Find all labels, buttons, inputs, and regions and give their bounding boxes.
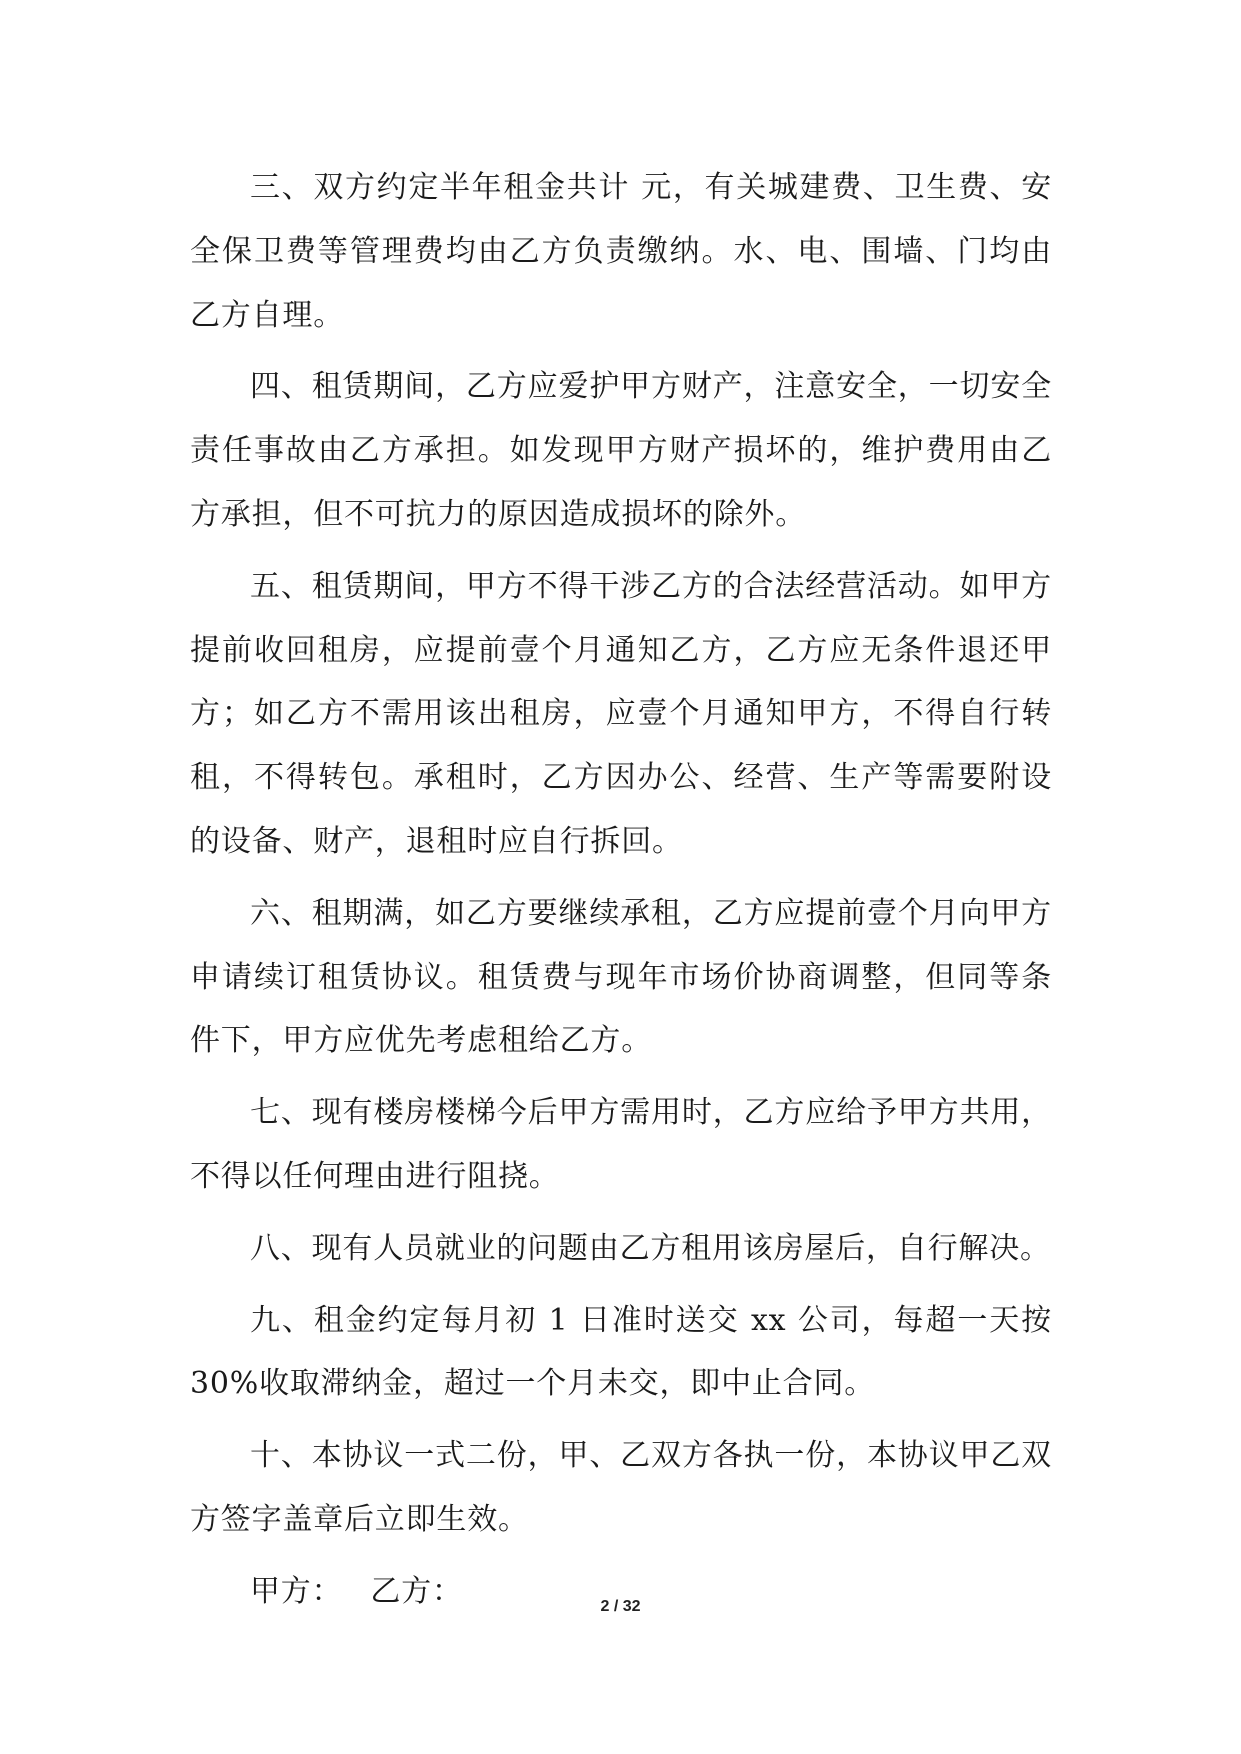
party-b-label: 乙方： <box>370 1573 463 1609</box>
document-body <box>190 156 1052 1624</box>
clause-5: 五、租赁期间，甲方不得干涉乙方的合法经营活动。如甲方提前收回租房，应提前壹个月通知乙方，乙方应无条件退还甲方；如乙方不需用该出租房，应壹个月通知甲方，不得自行转租，不得转包。承租时，乙方因办公、经营、生产等需要附设的设备、财产，退租时应自行拆回。 <box>190 568 1052 859</box>
clause-4: 四、租赁期间，乙方应爱护甲方财产，注意安全，一切安全责任事故由乙方承担。如发现甲方财产损坏的，维护费用由乙方承担，但不可抗力的原因造成损坏的除外。 <box>190 369 1052 532</box>
clause-6: 六、租期满，如乙方要继续承租，乙方应提前壹个月向甲方申请续订租赁协议。租赁费与现年市场价协商调整，但同等条件下，甲方应优先考虑租给乙方。 <box>190 895 1052 1059</box>
clause-7: 七、现有楼房楼梯今后甲方需用时，乙方应给予甲方共用，不得以任何理由进行阻挠。 <box>190 1095 1052 1194</box>
clause-9: 九、租金约定每月初 1 日准时送交 xx 公司，每超一天按 30%收取滞纳金，超过一个月未交，即中止合同。 <box>190 1302 1052 1402</box>
page-number: 2 / 32 <box>600 1598 641 1615</box>
clause-8: 八、现有人员就业的问题由乙方租用该房屋后，自行解决。 <box>250 1230 1051 1266</box>
party-a-label: 甲方： <box>250 1573 343 1609</box>
clause-10: 十、本协议一式二份，甲、乙双方各执一份，本协议甲乙双方签字盖章后立即生效。 <box>190 1438 1052 1537</box>
clause-3: 三、双方约定半年租金共计 元，有关城建费、卫生费、安全保卫费等管理费均由乙方负责缴纳。水、电、围墙、门均由乙方自理。 <box>190 170 1052 333</box>
